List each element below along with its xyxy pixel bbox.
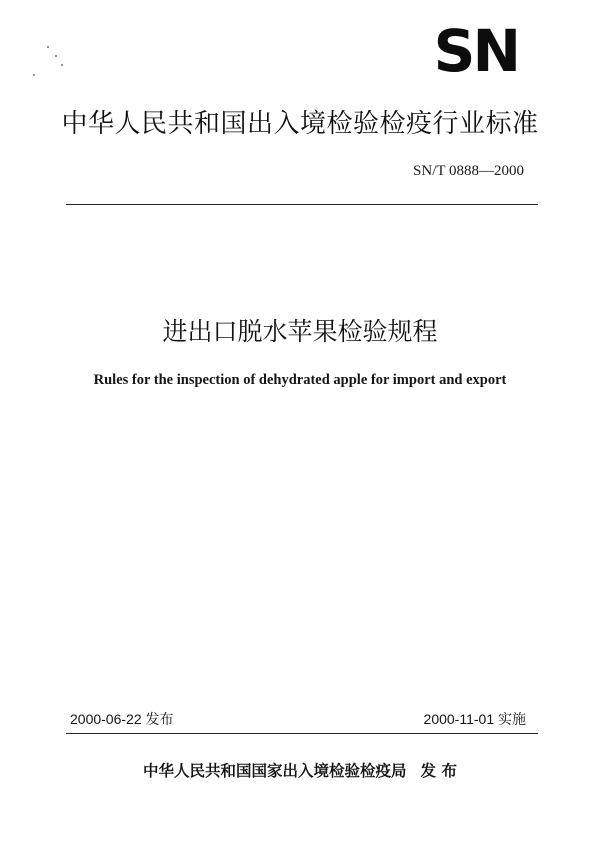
industry-standard-header: 中华人民共和国出入境检验检疫行业标准 (61, 109, 539, 139)
scan-speck (47, 46, 49, 48)
scan-speck (61, 64, 63, 66)
scan-speck (55, 55, 57, 57)
header-divider (66, 204, 538, 205)
scan-speck (33, 74, 35, 76)
issuer-action: 发 布 (420, 762, 457, 780)
standard-code: SN/T 0888—2000 (413, 163, 524, 179)
issuing-authority (0, 759, 600, 781)
sn-logo: SN (433, 17, 518, 85)
footer-divider (66, 733, 538, 734)
issuer-name: 中华人民共和国国家出入境检验检疫局 (143, 762, 407, 780)
implementation-date: 2000-11-01 实施 (423, 711, 526, 727)
document-title-english: Rules for the inspection of dehydrated apple for import and export (93, 372, 507, 388)
document-title-chinese: 进出口脱水苹果检验规程 (162, 317, 438, 346)
issue-date: 2000-06-22 发布 (70, 711, 174, 727)
